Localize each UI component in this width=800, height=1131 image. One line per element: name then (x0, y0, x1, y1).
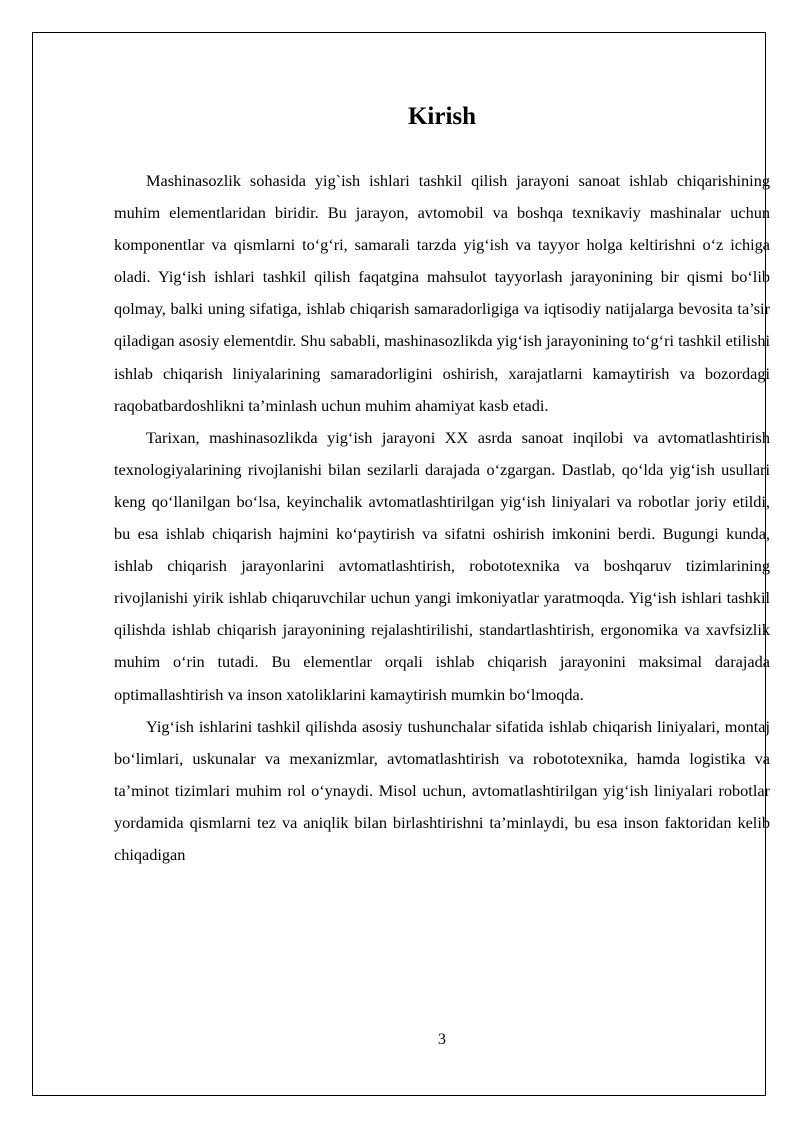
paragraph: Yig‘ish ishlarini tashkil qilishda asosiy tushunchalar sifatida ishlab chiqarish liniyalari, montaj bo‘limlari, uskunalar va mexanizmlar, avtomatlashtirish va robototexnika, hamda logistika va ta’minot tizimlari muhim rol o‘ynaydi. Misol uchun, avtomatlashtirilgan yig‘ish liniyalari robotlar yordamida qismlarni tez va aniqlik bilan birlashtirishni ta’minlaydi, bu esa inson faktoridan kelib chiqadigan (114, 716, 770, 864)
body-text (114, 165, 770, 871)
page-title: Kirish (407, 103, 477, 130)
page-number: 3 (437, 1029, 447, 1048)
paragraph: Mashinasozlik sohasida yig`ish ishlari tashkil qilish jarayoni sanoat ishlab chiqarishining muhim elementlaridan biridir. Bu jarayon, avtomobil va boshqa texnikaviy mashinalar uchun komponentlar va qismlarni to‘g‘ri, samarali tarzda yig‘ish va tayyor holga keltirishni o‘z ichiga oladi. Yig‘ish ishlari tashkil qilish faqatgina mahsulot tayyorlash jarayonining bir qismi bo‘lib qolmay, balki uning sifatiga, ishlab chiqarish samaradorligiga va iqtisodiy natijalarga bevosita ta’sir qiladigan asosiy elementdir. Shu sababli, mashinasozlikda yig‘ish jarayonining to‘g‘ri tashkil etilishi ishlab chiqarish liniyalarining samaradorligini oshirish, xarajatlarni kamaytirish va bozordagi raqobatbardoshlikni ta’minlash uchun muhim ahamiyat kasb etadi. (114, 171, 770, 415)
paragraph: Tarixan, mashinasozlikda yig‘ish jarayoni XX asrda sanoat inqilobi va avtomatlashtirish texnologiyalarining rivojlanishi bilan sezilarli darajada o‘zgargan. Dastlab, qo‘lda yig‘ish usullari keng qo‘llanilgan bo‘lsa, keyinchalik avtomatlashtirilgan yig‘ish liniyalari va robotlar joriy etildi, bu esa ishlab chiqarish hajmini ko‘paytirish va sifatni oshirish imkonini berdi. Bugungi kunda, ishlab chiqarish jarayonlarini avtomatlashtirish, robototexnika va boshqaruv tizimlarining rivojlanishi yirik ishlab chiqaruvchilar uchun yangi imkoniyatlar yaratmoqda. Yig‘ish ishlari tashkil qilishda ishlab chiqarish jarayonining rejalashtirilishi, standartlashtirish, ergonomika va xavfsizlik muhim o‘rin tutadi. Bu elementlar orqali ishlab chiqarish jarayonini maksimal darajada optimallashtirish va inson xatoliklarini kamaytirish mumkin bo‘lmoqda. (114, 427, 770, 704)
